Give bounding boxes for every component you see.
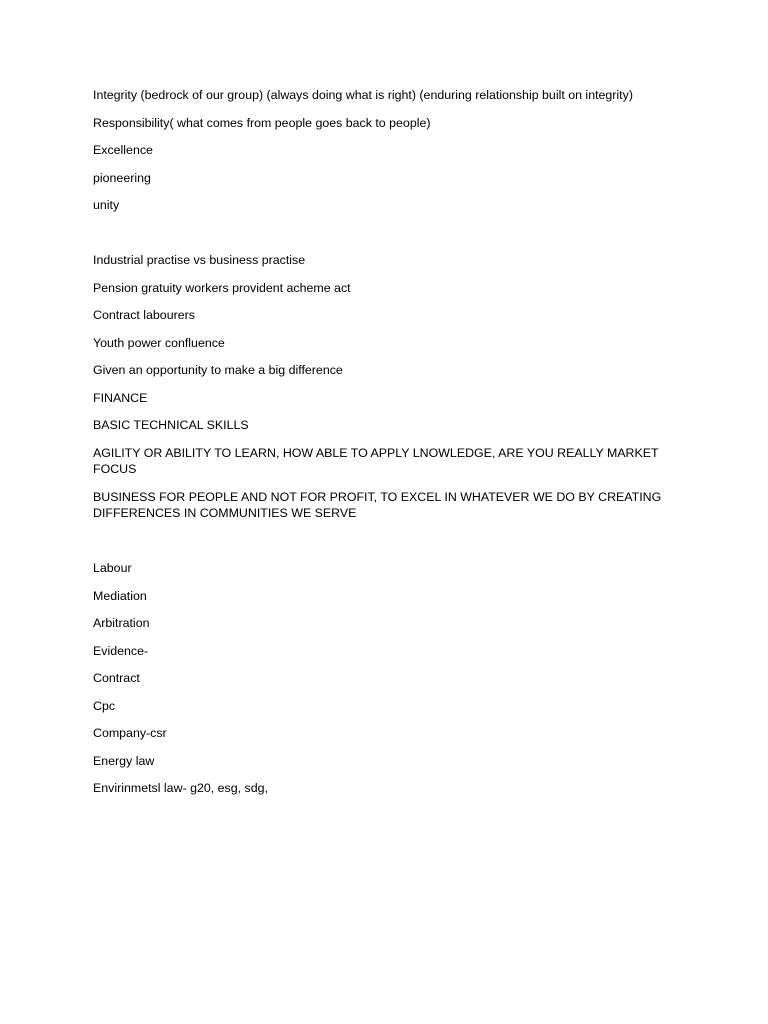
paragraph-youth-power: Youth power confluence (93, 335, 225, 350)
paragraph-opportunity: Given an opportunity to make a big difference (93, 363, 343, 377)
paragraph-contract: Contract (93, 671, 140, 685)
paragraph-pioneering: pioneering (93, 170, 151, 185)
paragraph-cpc: Cpc (93, 698, 116, 713)
paragraph-environmental-law: Envirinmetsl law- g20, esg, sdg, (93, 781, 268, 795)
empty-paragraph (93, 225, 683, 253)
paragraph-energy-law: Energy law (93, 753, 155, 768)
paragraph-pension-gratuity: Pension gratuity workers provident acheme act (93, 280, 351, 295)
empty-paragraph (93, 533, 683, 561)
paragraph-business-for-people: BUSINESS FOR PEOPLE AND NOT FOR PROFIT, TO EXCEL IN WHATEVER WE DO BY CREATING DIFFERENCES IN COMMUNITIES WE SERVE (93, 489, 662, 520)
paragraph-responsibility: Responsibility( what comes from people goes back to people) (93, 115, 431, 130)
paragraph-industrial-practise: Industrial practise vs business practise (93, 253, 306, 267)
paragraph-arbitration: Arbitration (93, 616, 150, 630)
paragraph-evidence: Evidence- (93, 643, 149, 658)
document-body (93, 87, 683, 808)
paragraph-labour: Labour (93, 561, 132, 575)
paragraph-unity: unity (93, 198, 120, 212)
paragraph-contract-labourers: Contract labourers (93, 308, 195, 322)
paragraph-agility: AGILITY OR ABILITY TO LEARN, HOW ABLE TO APPLY LNOWLEDGE, ARE YOU REALLY MARKET FOCUS (93, 445, 659, 476)
paragraph-excellence: Excellence (93, 143, 153, 157)
paragraph-technical-skills: BASIC TECHNICAL SKILLS (93, 418, 249, 432)
paragraph-finance: FINANCE (93, 390, 148, 405)
paragraph-integrity: Integrity (bedrock of our group) (always doing what is right) (enduring relationship built on integrity) (93, 88, 633, 102)
paragraph-company-csr: Company-csr (93, 726, 167, 740)
paragraph-mediation: Mediation (93, 588, 147, 603)
